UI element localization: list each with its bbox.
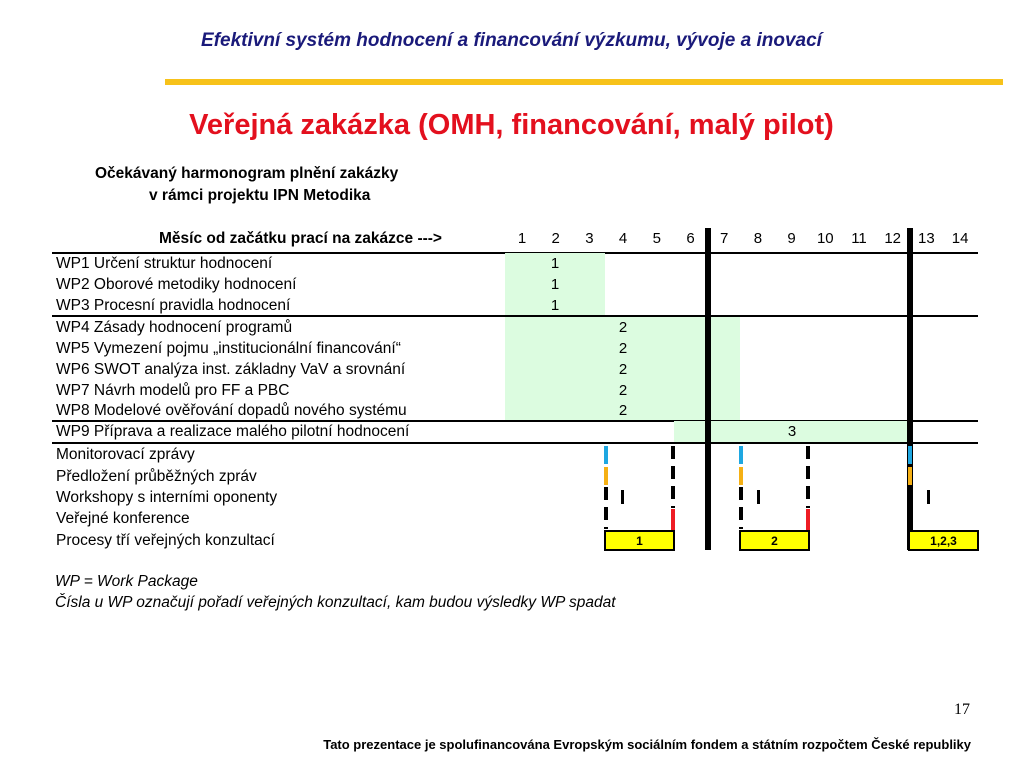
interim-report-marker bbox=[604, 467, 608, 485]
workshop-marker bbox=[757, 490, 760, 504]
month-number: 2 bbox=[551, 230, 560, 247]
milestone-label-consultations: Procesy tří veřejných konzultací bbox=[56, 532, 275, 549]
phase-divider bbox=[705, 228, 711, 550]
monitoring-report-marker bbox=[739, 446, 743, 464]
conference-marker bbox=[671, 509, 675, 530]
month-number: 3 bbox=[585, 230, 594, 247]
wp-row-label: WP5 Vymezení pojmu „institucionální financování“ bbox=[56, 340, 401, 357]
month-number: 5 bbox=[652, 230, 661, 247]
wp-row-label: WP1 Určení struktur hodnocení bbox=[56, 255, 273, 272]
month-header-label: Měsíc od začátku prací na zakázce ---> bbox=[159, 230, 442, 247]
consultation-box: 1 bbox=[604, 530, 675, 551]
wp-consultation-number: 1 bbox=[550, 276, 560, 293]
wp-consultation-number: 2 bbox=[618, 319, 628, 336]
month-number: 13 bbox=[918, 230, 935, 247]
wp-row-label: WP8 Modelové ověřování dopadů nového systému bbox=[56, 402, 407, 419]
wp-row-label: WP4 Zásady hodnocení programů bbox=[56, 319, 293, 336]
slide-title: Veřejná zakázka (OMH, financování, malý pilot) bbox=[189, 109, 834, 141]
monitoring-report-marker bbox=[604, 446, 608, 464]
wp-consultation-number: 3 bbox=[787, 423, 797, 440]
consultation-box: 1,2,3 bbox=[908, 530, 979, 551]
consultation-box: 2 bbox=[739, 530, 810, 551]
month-number: 8 bbox=[753, 230, 763, 247]
wp-row-label: WP3 Procesní pravidla hodnocení bbox=[56, 297, 291, 314]
milestone-label-interim-reports: Předložení průběžných zpráv bbox=[56, 468, 257, 485]
wp-consultation-number: 1 bbox=[550, 255, 560, 272]
consultation-process-line bbox=[739, 487, 743, 529]
month-number: 14 bbox=[951, 230, 969, 247]
wp-row-label: WP6 SWOT analýza inst. základny VaV a srovnání bbox=[56, 361, 406, 378]
month-number: 9 bbox=[787, 230, 796, 247]
month-number: 11 bbox=[851, 230, 867, 247]
wp-row-label: WP7 Návrh modelů pro FF a PBC bbox=[56, 382, 290, 399]
wp-consultation-number: 2 bbox=[618, 382, 628, 399]
month-number: 6 bbox=[686, 230, 695, 247]
consultation-process-line bbox=[604, 487, 608, 529]
page-number: 17 bbox=[954, 701, 970, 718]
legend-numbers: Čísla u WP označují pořadí veřejných konzultací, kam budou výsledky WP spadat bbox=[55, 594, 616, 611]
month-number: 1 bbox=[517, 230, 527, 247]
wp-consultation-number: 2 bbox=[618, 402, 628, 419]
consultation-process-line bbox=[806, 446, 810, 508]
conference-marker bbox=[806, 509, 810, 530]
schedule-title-line1: Očekávaný harmonogram plnění zakázky bbox=[95, 165, 399, 182]
legend-wp: WP = Work Package bbox=[55, 573, 198, 590]
month-number: 12 bbox=[884, 230, 902, 247]
month-number: 7 bbox=[720, 230, 729, 247]
consultation-process-line bbox=[671, 446, 675, 508]
monitoring-report-marker bbox=[908, 446, 912, 464]
header-title: Efektivní systém hodnocení a financování výzkumu, vývoje a inovací bbox=[201, 30, 822, 51]
wp-row-label: WP9 Příprava a realizace malého pilotní hodnocení bbox=[56, 423, 410, 440]
milestone-label-conferences: Veřejné konference bbox=[56, 510, 190, 527]
interim-report-marker bbox=[908, 467, 912, 485]
interim-report-marker bbox=[739, 467, 743, 485]
wp-consultation-number: 1 bbox=[550, 297, 560, 314]
wp-consultation-number: 2 bbox=[618, 340, 628, 357]
milestone-label-monitoring: Monitorovací zprávy bbox=[56, 446, 195, 463]
month-number: 10 bbox=[816, 230, 834, 247]
workshop-marker bbox=[621, 490, 624, 504]
phase-divider bbox=[907, 228, 913, 550]
footer-note: Tato prezentace je spolufinancována Evropským sociálním fondem a státním rozpočtem České republiky bbox=[323, 737, 971, 752]
workshop-marker bbox=[927, 490, 930, 504]
month-number: 4 bbox=[618, 230, 628, 247]
milestone-label-workshops: Workshopy s interními oponenty bbox=[56, 489, 278, 506]
schedule-title-line2: v rámci projektu IPN Metodika bbox=[149, 187, 371, 204]
wp-consultation-number: 2 bbox=[618, 361, 628, 378]
wp-row-label: WP2 Oborové metodiky hodnocení bbox=[56, 276, 297, 293]
